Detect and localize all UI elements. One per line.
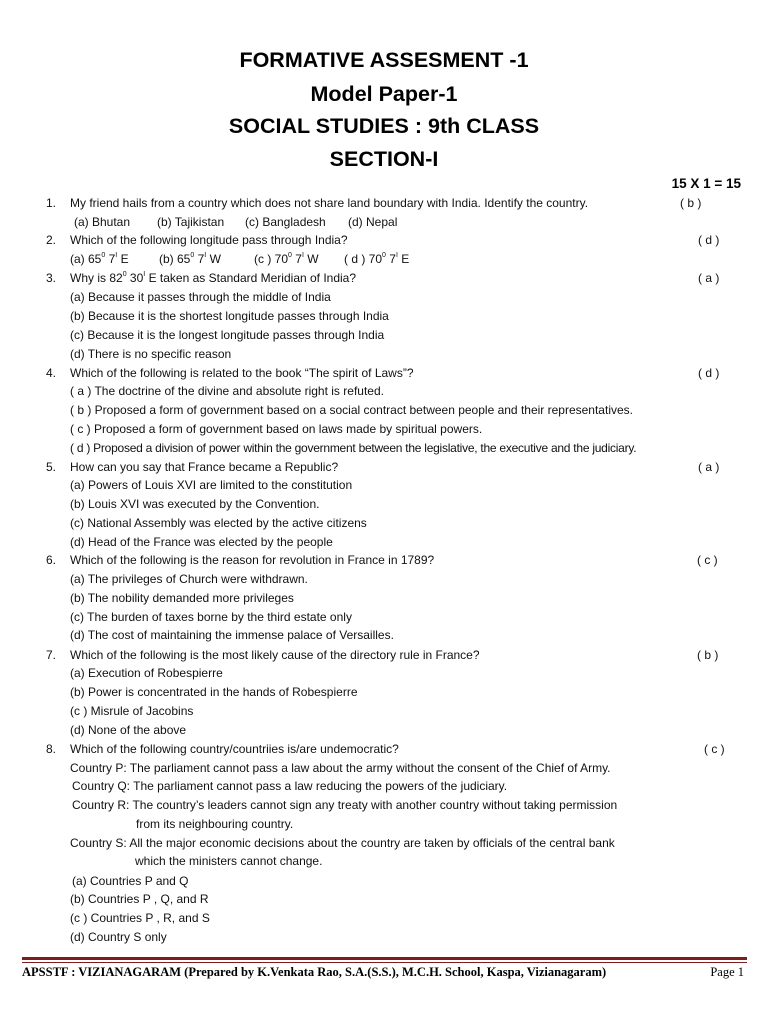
option: (b) Louis XVI was executed by the Convention. bbox=[70, 497, 320, 511]
option: (c) National Assembly was elected by the active citizens bbox=[70, 516, 367, 530]
option: (d) Nepal bbox=[348, 215, 398, 229]
paper-subtitle: Model Paper-1 bbox=[310, 82, 458, 106]
answer-key: ( a ) bbox=[698, 271, 720, 285]
footer-credit: APSSTF : VIZIANAGARAM (Prepared by K.Venkata Rao, S.A.(S.S.), M.C.H. School, Kaspa, Vizianagaram) bbox=[22, 965, 607, 979]
question-number: 2. bbox=[45, 233, 56, 247]
paper-title: FORMATIVE ASSESMENT -1 bbox=[239, 48, 529, 72]
question-text: My friend hails from a country which does not share land boundary with India. Identify the country. bbox=[70, 196, 589, 210]
question-text: Which of the following is the most likely cause of the directory rule in France? bbox=[70, 648, 480, 662]
option: ( d ) $70^0$ $7^I$ E bbox=[344, 252, 410, 266]
option: (a) Powers of Louis XVI are limited to the constitution bbox=[70, 478, 353, 492]
option: (a) Bhutan bbox=[74, 215, 131, 229]
question-number: 5. bbox=[45, 460, 56, 474]
option: (b) $65^0$ $7^I$ W bbox=[159, 252, 221, 266]
option: (d) Head of the France was elected by the people bbox=[70, 535, 333, 549]
statement-r: Country R: The country’s leaders cannot sign any treaty with another country without taking permission bbox=[72, 798, 618, 812]
answer-key: ( a ) bbox=[698, 460, 720, 474]
option: (c ) $70^0$ $7^I$ W bbox=[254, 252, 319, 266]
option: ( a ) The doctrine of the divine and absolute right is refuted. bbox=[70, 384, 384, 398]
option: (c ) Countries P , R, and S bbox=[70, 911, 210, 925]
option: (b) The nobility demanded more privileges bbox=[70, 591, 294, 605]
option: (c) Bangladesh bbox=[245, 215, 326, 229]
question-text: Which of the following is related to the book “The spirit of Laws”? bbox=[70, 366, 414, 380]
section-title: SECTION-I bbox=[329, 147, 439, 171]
option: (a) Countries P and Q bbox=[72, 874, 189, 888]
answer-key: ( c ) bbox=[704, 742, 725, 756]
statement-r-cont: from its neighbouring country. bbox=[136, 817, 294, 831]
question-number: 1. bbox=[45, 196, 56, 210]
option: (c ) Misrule of Jacobins bbox=[70, 704, 194, 718]
answer-key: ( b ) bbox=[697, 648, 719, 662]
subject-class: SOCIAL STUDIES : 9th CLASS bbox=[228, 114, 540, 138]
statement-q: Country Q: The parliament cannot pass a law reducing the powers of the judiciary. bbox=[72, 779, 508, 793]
question-text: Which of the following longitude pass through India? bbox=[70, 233, 348, 247]
question-text: Which of the following is the reason for revolution in France in 1789? bbox=[70, 553, 435, 567]
question-number: 3. bbox=[45, 271, 56, 285]
question-text: Why is $82^0$ $30^I$ E taken as Standard Meridian of India? bbox=[70, 271, 357, 285]
option: ( c ) Proposed a form of government based on laws made by spiritual powers. bbox=[70, 422, 483, 436]
option: (d) Country S only bbox=[70, 930, 167, 944]
option: (b) Tajikistan bbox=[157, 215, 225, 229]
option: (a) Because it passes through the middle of India bbox=[70, 290, 331, 304]
option: (a) $65^0$ $7^I$ E bbox=[70, 252, 129, 266]
question-text: How can you say that France became a Republic? bbox=[70, 460, 339, 474]
answer-key: ( d ) bbox=[698, 233, 720, 247]
option: (c) The burden of taxes borne by the third estate only bbox=[70, 610, 352, 624]
footer-rule-thin bbox=[22, 962, 747, 963]
option: (d) The cost of maintaining the immense palace of Versailles. bbox=[70, 628, 394, 642]
answer-key: ( b ) bbox=[680, 196, 702, 210]
option: (b) Power is concentrated in the hands of Robespierre bbox=[70, 685, 358, 699]
option: (b) Countries P , Q, and R bbox=[70, 892, 209, 906]
option: (a) Execution of Robespierre bbox=[70, 666, 223, 680]
statement-s: Country S: All the major economic decisions about the country are taken by officials of the central bank bbox=[70, 836, 615, 850]
question-number: 6. bbox=[45, 553, 56, 567]
option: ( d ) Proposed a division of power within the government between the legislative, the executive and the judiciary. bbox=[70, 441, 637, 455]
answer-key: ( c ) bbox=[697, 553, 718, 567]
option: (d) None of the above bbox=[70, 723, 187, 737]
question-number: 7. bbox=[45, 648, 56, 662]
statement-p: Country P: The parliament cannot pass a law about the army without the consent of the Chief of Army. bbox=[70, 761, 611, 775]
question-number: 4. bbox=[45, 366, 56, 380]
option: ( b ) Proposed a form of government based on a social contract between people and their representatives. bbox=[70, 403, 633, 417]
page-number: Page 1 bbox=[710, 965, 744, 979]
answer-key: ( d ) bbox=[698, 366, 720, 380]
marks-scheme: 15 X 1 = 15 bbox=[671, 176, 741, 191]
statement-s-cont: which the ministers cannot change. bbox=[135, 854, 323, 868]
option: (c) Because it is the longest longitude passes through India bbox=[70, 328, 385, 342]
option: (a) The privileges of Church were withdrawn. bbox=[70, 572, 308, 586]
option: (d) There is no specific reason bbox=[70, 347, 232, 361]
question-text: Which of the following country/countriies is/are undemocratic? bbox=[70, 742, 399, 756]
footer-rule-thick bbox=[22, 957, 747, 960]
question-number: 8. bbox=[45, 742, 56, 756]
option: (b) Because it is the shortest longitude passes through India bbox=[70, 309, 389, 323]
